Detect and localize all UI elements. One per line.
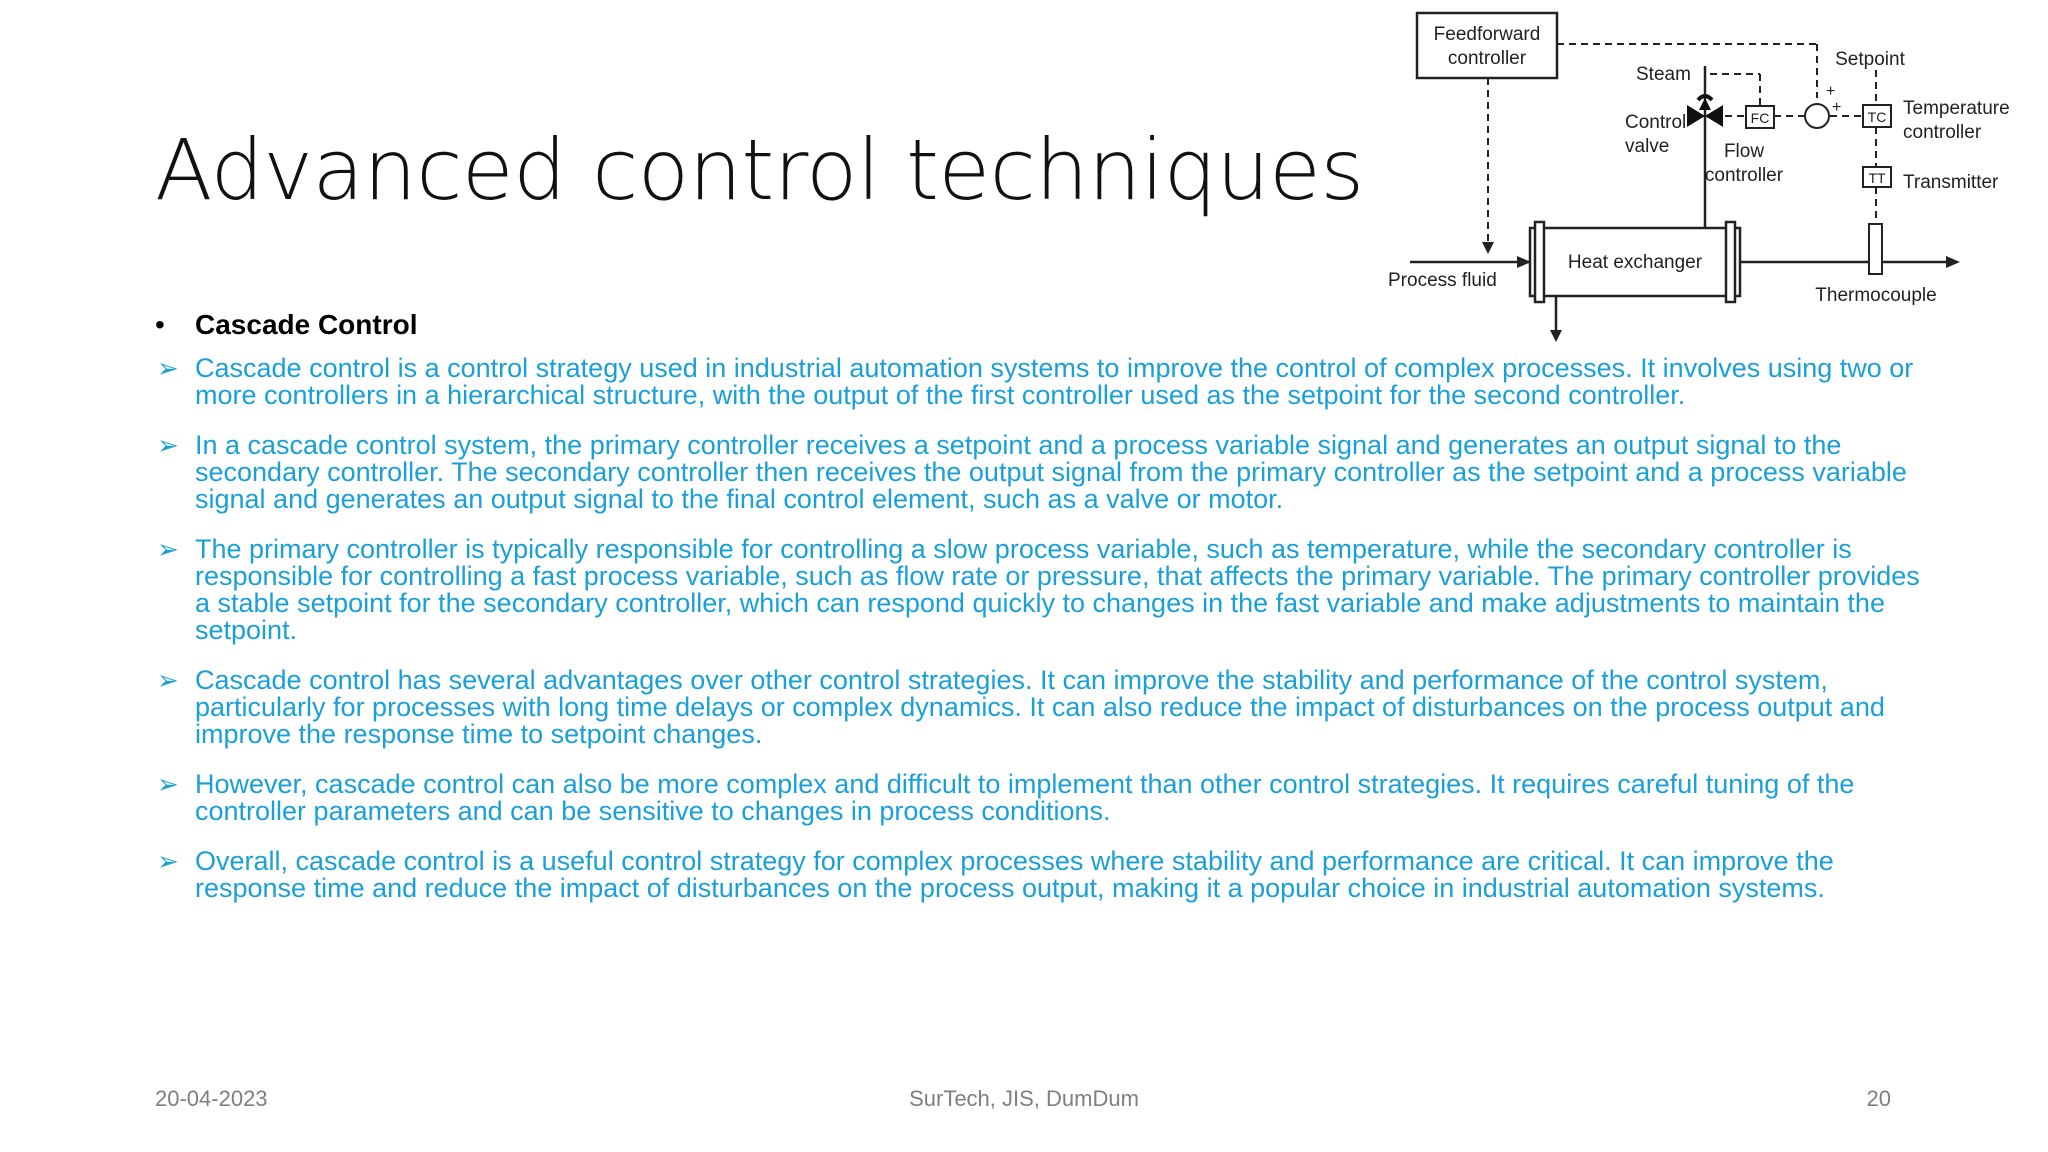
section-heading [155, 305, 1955, 345]
bullet-point [155, 536, 1935, 644]
bullet-list [155, 355, 1955, 902]
slide-title: Advanced control techniques [155, 121, 1364, 219]
bullet-text: Cascade control is a control strategy used in industrial automation systems to improve the control of complex processes. It involves using two or more controllers in a hierarchical structure, with the output of the first controller used as the setpoint for the second controller. [195, 353, 1914, 410]
bullet-text: In a cascade control system, the primary controller receives a setpoint and a process variable signal and generates an output signal to the secondary controller. The secondary controller then receives the output signal from the primary controller as the setpoint and a process variable signal and generates an output signal to the final control element, such as a valve or motor. [195, 430, 1907, 514]
process-fluid-label: Process fluid [1388, 270, 1497, 291]
arrow-bullet-icon: ➢ [157, 534, 179, 564]
flow-controller-label-line1: Flow [1723, 141, 1765, 162]
heat-exchanger-label: Heat exchanger [1567, 252, 1703, 273]
slide-content [155, 305, 1955, 925]
control-valve-label-line1: Control [1625, 112, 1687, 133]
fc-tag-label: FC [1750, 110, 1770, 126]
cascade-control-diagram [1380, 4, 2030, 344]
outlet-arrowhead [1946, 256, 1960, 268]
steam-label: Steam [1636, 64, 1691, 85]
bullet-text: However, cascade control can also be more complex and difficult to implement than other control strategies. It requires careful tuning of the controller parameters and can be sensitive to changes in process conditions. [195, 769, 1855, 826]
bullet-point [155, 848, 1935, 902]
bullet-text: The primary controller is typically responsible for controlling a slow process variable, such as temperature, while the secondary controller is responsible for controlling a fast process variable, such as flow rate or pressure, that affects the primary variable. The primary controller provides a stable setpoint for the secondary controller, which can respond quickly to changes in the fast variable and make adjustments to maintain the setpoint. [195, 534, 1920, 645]
bullet-text: Overall, cascade control is a useful control strategy for complex processes where stability and performance are critical. It can improve the response time and reduce the impact of disturbances on the process output, making it a popular choice in industrial automation systems. [195, 846, 1834, 903]
arrow-bullet-icon: ➢ [157, 665, 179, 695]
bullet-point [155, 667, 1935, 748]
control-valve-label-line2: valve [1625, 136, 1670, 157]
summing-junction [1805, 104, 1829, 128]
sum-plus-right: + [1832, 99, 1842, 116]
footer-date: 20-04-2023 [155, 1086, 268, 1111]
setpoint-label: Setpoint [1835, 49, 1905, 70]
tc-tag-label: TC [1867, 109, 1887, 125]
thermocouple-label: Thermocouple [1815, 285, 1937, 306]
transmitter-label: Transmitter [1903, 172, 1999, 193]
feedforward-label-line2: controller [1447, 48, 1527, 69]
bullet-text: Cascade control has several advantages over other control strategies. It can improve the stability and performance of the control system, particularly for processes with long time delays or complex dynamics. It can also reduce the impact of disturbances on the process output and improve the response time to setpoint changes. [195, 665, 1885, 749]
feedforward-label-line1: Feedforward [1433, 24, 1541, 45]
temperature-controller-label-line1: Temperature [1903, 98, 2010, 119]
heading-bullet: • [155, 309, 165, 340]
temperature-controller-label-line2: controller [1903, 122, 1982, 143]
bullet-point [155, 355, 1935, 409]
section-heading-text: Cascade Control [195, 309, 418, 340]
arrow-bullet-icon: ➢ [157, 430, 179, 460]
arrow-bullet-icon: ➢ [157, 353, 179, 383]
feedforward-arrowhead [1482, 242, 1494, 254]
tt-tag-label: TT [1868, 170, 1886, 186]
footer-page-number: 20 [1866, 1086, 1891, 1111]
sum-plus-top: + [1826, 83, 1836, 100]
arrow-bullet-icon: ➢ [157, 846, 179, 876]
thermocouple-well [1869, 224, 1882, 274]
flow-controller-label-line2: controller [1704, 165, 1784, 186]
footer-center-text: SurTech, JIS, DumDum [909, 1086, 1139, 1111]
arrow-bullet-icon: ➢ [157, 769, 179, 799]
bullet-point [155, 432, 1935, 513]
bullet-point [155, 771, 1935, 825]
